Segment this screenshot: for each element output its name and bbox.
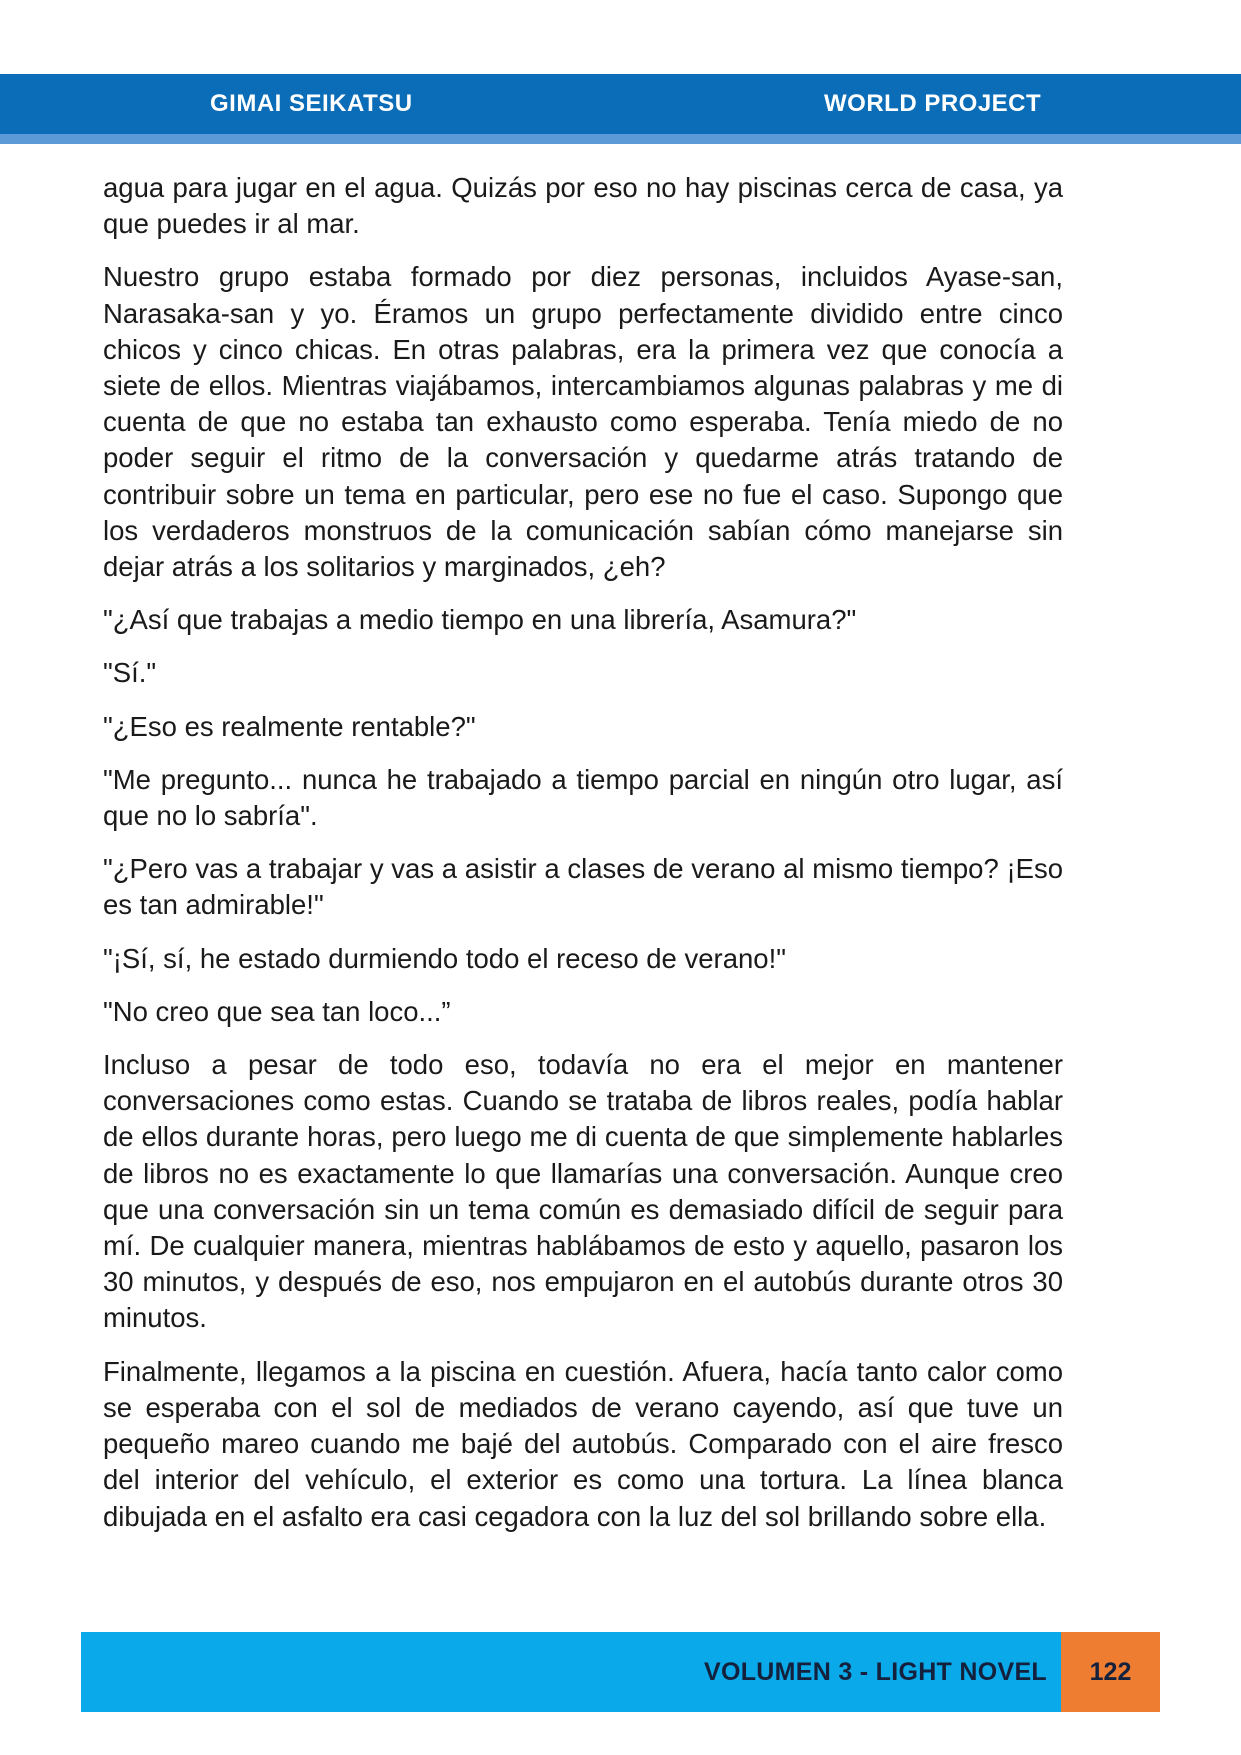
- dialogue-line: "¿Pero vas a trabajar y vas a asistir a clases de verano al mismo tiempo? ¡Eso es tan admirable!": [103, 853, 1063, 921]
- paragraph: Finalmente, llegamos a la piscina en cuestión. Afuera, hacía tanto calor como se esperaba con el sol de mediados de verano cayendo, así que tuve un pequeño mareo cuando me bajé del autobús. Comparado con el aire fresco del interior del vehículo, el exterior es como una tortura. La línea blanca dibujada en el asfalto era casi cegadora con la luz del sol brillando sobre ella.: [103, 1355, 1063, 1532]
- paragraph: Incluso a pesar de todo eso, todavía no era el mejor en mantener conversaciones como estas. Cuando se trataba de libros reales, podía hablar de ellos durante horas, pero luego me di cuenta de que simplemente hablarles de libros no es exactamente lo que llamarías una conversación. Aunque creo que una conversación sin un tema común es demasiado difícil de seguir para mí. De cualquier manera, mientras hablábamos de esto y aquello, pasaron los 30 minutos, y después de eso, nos empujaron en el autobús durante otros 30 minutos.: [103, 1049, 1063, 1334]
- paragraph: Nuestro grupo estaba formado por diez personas, incluidos Ayase-san, Narasaka-san y yo. Éramos un grupo perfectamente dividido entre cinco chicos y cinco chicas. En otras palabras, era la primera vez que conocía a siete de ellos. Mientras viajábamos, intercambiamos algunas palabras y me di cuenta de que no estaba tan exhausto como esperaba. Tenía miedo de no poder seguir el ritmo de la conversación y quedarme atrás tratando de contribuir sobre un tema en particular, pero ese no fue el caso. Supongo que los verdaderos monstruos de la comunicación sabían cómo manejarse sin dejar atrás a los solitarios y marginados, ¿eh?: [103, 261, 1063, 583]
- page-header: [0, 74, 1241, 134]
- page-number-box: [1061, 1632, 1160, 1712]
- dialogue-line: "Sí.": [103, 657, 157, 689]
- page-body: [103, 170, 1063, 1552]
- header-stripe: [0, 134, 1241, 144]
- dialogue-line: "¿Así que trabajas a medio tiempo en una librería, Asamura?": [103, 604, 857, 636]
- dialogue-line: "Me pregunto... nunca he trabajado a tiempo parcial en ningún otro lugar, así que no lo sabría".: [103, 763, 1063, 832]
- dialogue-line: "No creo que sea tan loco...”: [103, 995, 451, 1027]
- paragraph: agua para jugar en el agua. Quizás por eso no hay piscinas cerca de casa, ya que puedes ir al mar.: [103, 172, 1063, 240]
- page-footer: [81, 1632, 1061, 1712]
- footer-volume-label: VOLUMEN 3 - LIGHT NOVEL: [703, 1658, 1047, 1686]
- page-number: 122: [1089, 1658, 1132, 1686]
- header-group-title: WORLD PROJECT: [824, 90, 1042, 117]
- dialogue-line: "¿Eso es realmente rentable?": [103, 710, 476, 742]
- dialogue-line: "¡Sí, sí, he estado durmiendo todo el receso de verano!": [103, 942, 786, 974]
- header-series-title: GIMAI SEIKATSU: [210, 90, 413, 117]
